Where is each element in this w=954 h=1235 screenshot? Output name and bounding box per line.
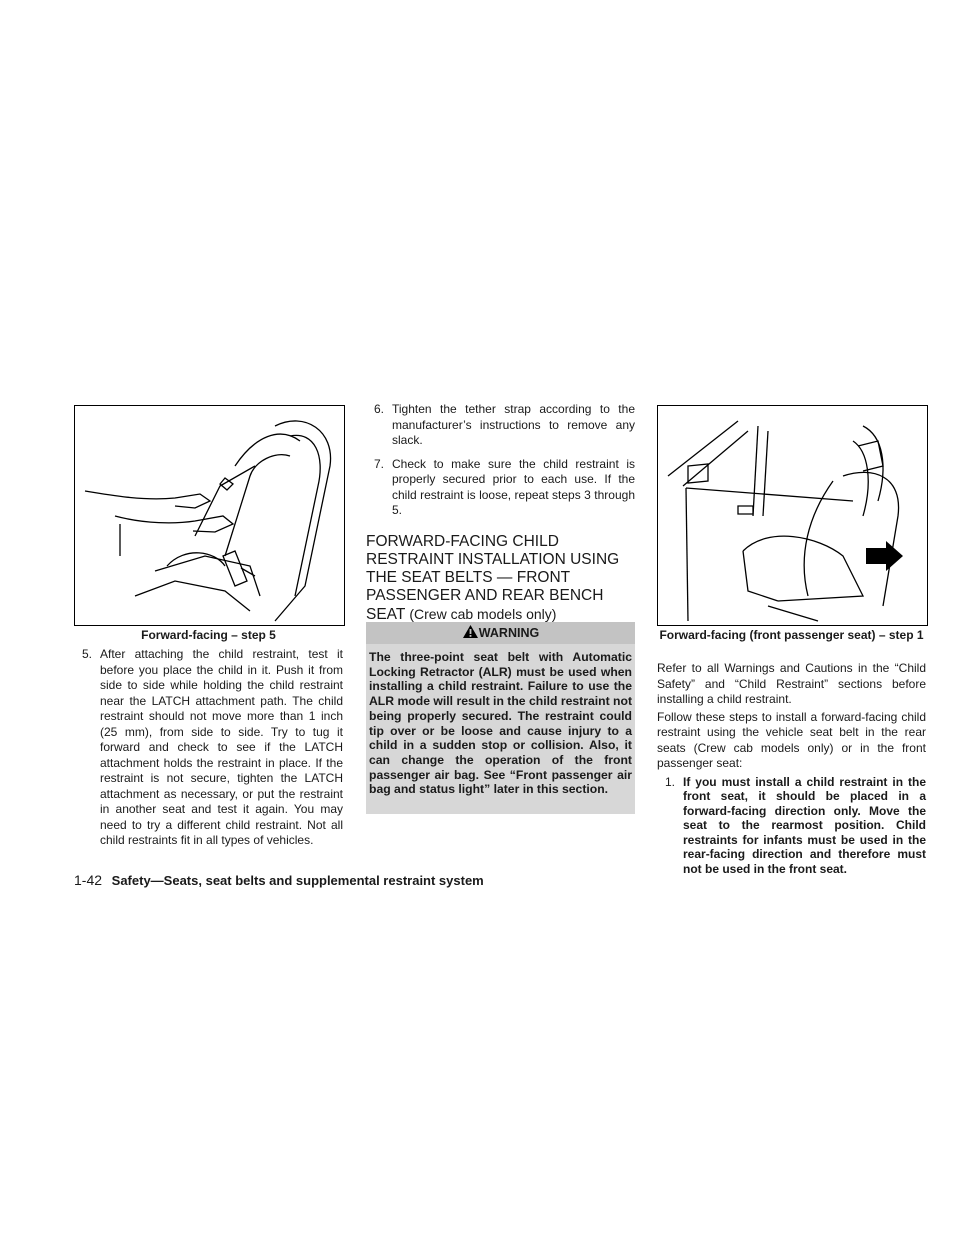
warning-header (366, 622, 635, 644)
footer-section-title: Safety—Seats, seat belts and supplemental restraint system (111, 873, 484, 888)
front-passenger-seat-illustration (658, 406, 927, 625)
figure-caption-right: Forward-facing (front passenger seat) – step 1 (659, 628, 924, 642)
figure-front-passenger-seat-step1 (657, 405, 928, 626)
step-5-number: 5. (82, 647, 93, 661)
section-heading-sub: (Crew cab models only) (409, 605, 557, 622)
step-7-number: 7. (374, 456, 385, 471)
step-1-number: 1. (665, 774, 676, 789)
warning-box (366, 622, 635, 814)
warning-title: WARNING (478, 626, 540, 640)
step-1 (657, 775, 926, 877)
step-6-text: Tighten the tether strap according to the manufacturer’s instructions to remove any slack. (392, 402, 635, 447)
step-1-text: If you must install a child restraint in the front seat, it should be placed in a forward-facing direction only. Move the seat to the rearmost position. Child restraints for infants must be used in the rear-facing direction and therefore must not be used in the front seat. (683, 774, 926, 877)
child-restraint-illustration (75, 406, 344, 625)
step-7-text: Check to make sure the child restraint is properly secured prior to each use. If the child restraint is loose, repeat steps 3 through 5. (392, 456, 635, 517)
figure-forward-facing-step5 (74, 405, 345, 626)
right-paragraph-2: Follow these steps to install a forward-facing child restraint using the vehicle seat belt in the rear seats (Crew cab models only) or in the front passenger seat: (657, 709, 926, 770)
page-number: 1-42 (74, 872, 103, 888)
step-7 (366, 457, 635, 519)
warning-text: The three-point seat belt with Automatic Locking Retractor (ALR) must be used when installing a child restraint. Failure to use the ALR mode will result in the child restraint not being properly secured. The restraint could tip over or be loose and cause injury to a child in a sudden stop or collision. Also, it can change the operation of the front passenger air bag. See “Front passenger air bag and status light” later in this section. (369, 650, 632, 797)
figure-caption-left: Forward-facing – step 5 (141, 628, 276, 642)
page-footer (74, 872, 484, 888)
step-6 (366, 402, 635, 449)
right-paragraph-1: Refer to all Warnings and Cautions in the “Child Safety” and “Child Restraint” sections before installing a child restraint. (657, 661, 926, 706)
left-column-text (74, 647, 343, 857)
middle-column-text (366, 402, 635, 624)
warning-icon (462, 624, 479, 639)
step-5-text: After attaching the child restraint, test it before you place the child in it. Push it from side to side while holding the child restraint near the LATCH attachment path. The child restraint should not move more than 1 inch (25 mm), from side to side. Try to tug it forward and check to see if the LATCH attachment holds the restraint in place. If the restraint is not secure, tighten the LATCH attachment as necessary, or put the restraint in another seat and test it again. You may need to try a different child restraint. Not all child restraints fit in all types of vehicles. (100, 647, 343, 847)
step-6-number: 6. (374, 402, 385, 416)
section-heading (366, 533, 635, 624)
section-heading-text: FORWARD-FACING CHILD RESTRAINT INSTALLATION USING THE SEAT BELTS — FRONT PASSENGER AND REAR BENCH SEAT (366, 532, 620, 623)
right-column-text (657, 661, 926, 885)
step-5 (74, 647, 343, 849)
